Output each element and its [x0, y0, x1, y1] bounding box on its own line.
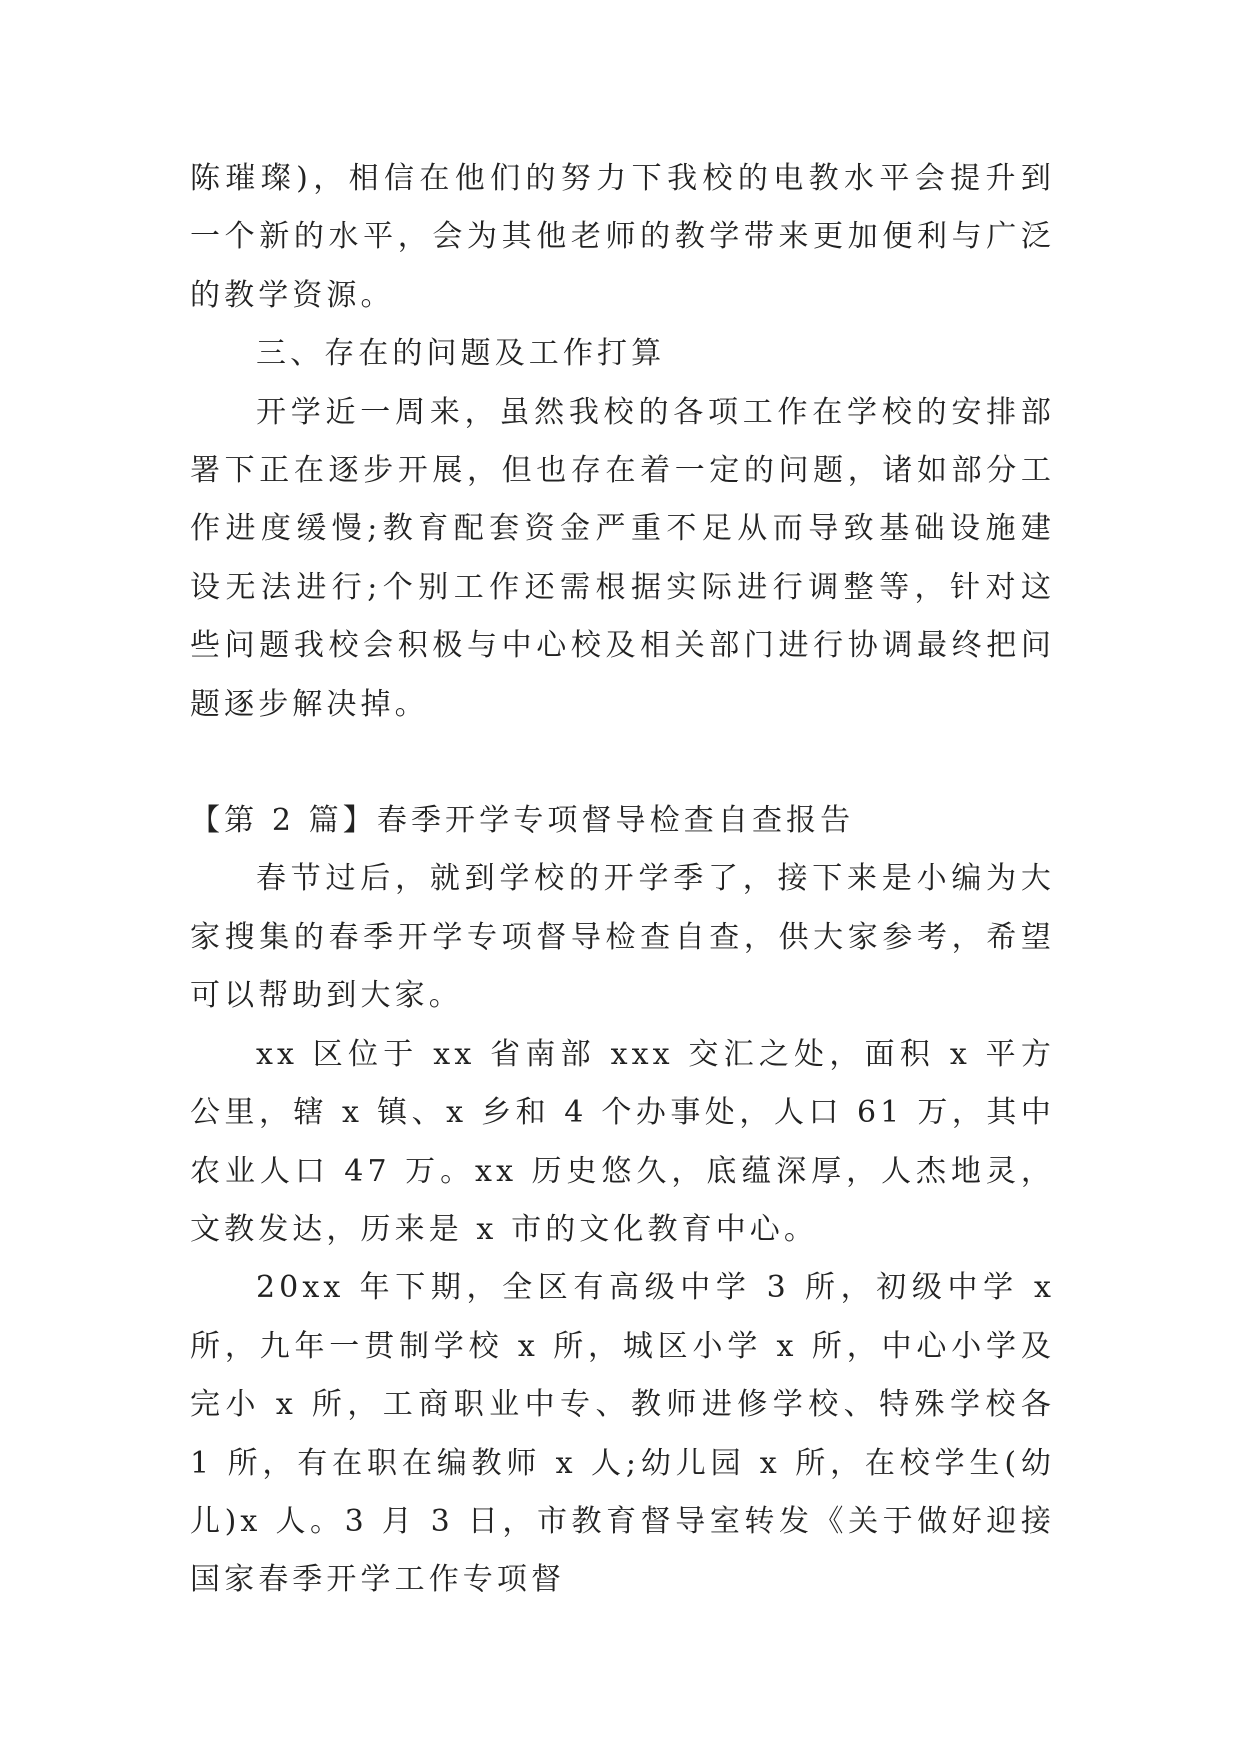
- section-heading-3: 三、存在的问题及工作打算: [256, 336, 666, 372]
- paragraph-problems: 开学近一周来，虽然我校的各项工作在学校的安排部署下正在逐步开展，但也存在着一定的问题，诸如部分工作进度缓慢;教育配套资金严重不足从而导致基础设施建设无法进行;个别工作还需根据实际进行调整等，针对这些问题我校会积极与中心校及相关部门进行协调最终把问题逐步解决掉。: [190, 394, 1055, 722]
- paragraph-continued: 陈璀璨)，相信在他们的努力下我校的电教水平会提升到一个新的水平，会为其他老师的教学带来更加便利与广泛的教学资源。: [190, 161, 1055, 313]
- paragraph-schools: 20xx 年下期，全区有高级中学 3 所，初级中学 x 所，九年一贯制学校 x 所，城区小学 x 所，中心小学及完小 x 所，工商职业中专、教师进修学校、特殊学校各 1 所，有在职在编教师 x 人;幼儿园 x 所，在校学生(幼儿)x 人。3 月 3 日，市教育督导室转发《关于做好迎接国家春季开学工作专项督: [190, 1270, 1055, 1598]
- paragraph-intro: 春节过后，就到学校的开学季了，接下来是小编为大家搜集的春季开学专项督导检查自查，供大家参考，希望可以帮助到大家。: [190, 861, 1055, 1014]
- paragraph-gap: [190, 734, 1055, 792]
- article-2-title: 【第 2 篇】春季开学专项督导检查自查报告: [190, 803, 855, 839]
- paragraph-district: xx 区位于 xx 省南部 xxx 交汇之处，面积 x 平方公里，辖 x 镇、x 乡和 4 个办事处，人口 61 万，其中农业人口 47 万。xx 历史悠久，底蕴深厚，人杰地灵，文教发达，历来是 x 市的文化教育中心。: [190, 1036, 1055, 1247]
- document-body: [190, 150, 1055, 1610]
